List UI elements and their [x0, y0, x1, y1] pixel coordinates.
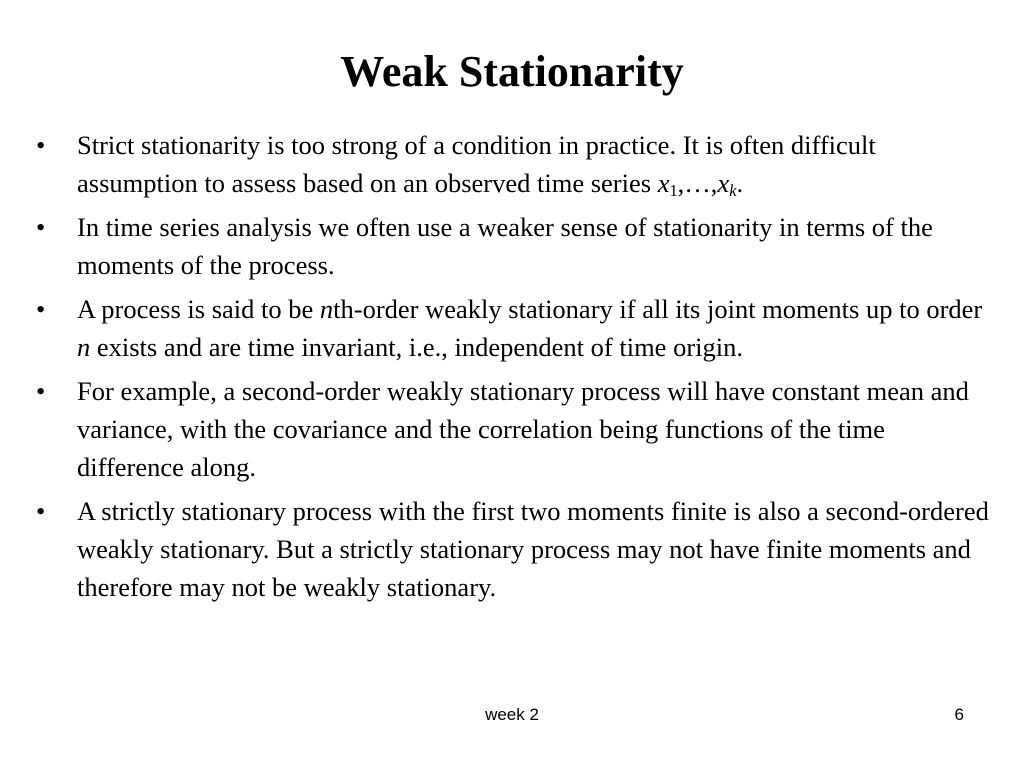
bullet-3-text-b: th-order weakly stationary if all its joint moments up to order: [333, 294, 983, 324]
bullet-item-5: [36, 492, 996, 606]
math-xk: x: [717, 168, 730, 198]
bullet-4-text: For example, a second-order weakly stationary process will have constant mean and variance, with the covariance and the correlation being functions of the time difference along.: [77, 376, 969, 482]
slide-title: Weak Stationarity: [340, 47, 684, 96]
bullet-icon: •: [36, 212, 46, 242]
bullet-item-4: [36, 372, 996, 486]
bullet-item-1: [36, 126, 996, 202]
bullet-3-text-c: exists and are time invariant, i.e., independent of time origin.: [90, 332, 743, 362]
subscript-k: k: [729, 181, 737, 201]
bullet-list: [36, 126, 996, 612]
subscript-1: 1: [669, 181, 678, 201]
bullet-3-text-a: A process is said to be: [77, 294, 320, 324]
bullet-5-text: A strictly stationary process with the first two moments finite is also a second-ordered weakly stationary. But a strictly stationary process may not have finite moments and therefore may not be weakly stationary.: [77, 496, 989, 602]
bullet-icon: •: [36, 496, 46, 526]
page-number: 6: [954, 705, 964, 724]
bullet-2-text: In time series analysis we often use a weaker sense of stationarity in terms of the moments of the process.: [77, 212, 933, 280]
bullet-item-3: [36, 290, 996, 366]
math-n: n: [319, 294, 334, 324]
bullet-1-end: .: [736, 168, 744, 198]
math-n: n: [77, 332, 91, 362]
bullet-icon: •: [36, 294, 46, 324]
bullet-item-2: [36, 208, 996, 284]
bullet-1-text: Strict stationarity is too strong of a condition in practice. It is often difficult assumption to assess based on an observed time series: [77, 130, 876, 198]
footer-week-label: week 2: [485, 705, 539, 724]
ellipsis-separator: ,…,: [677, 168, 718, 198]
math-x1: x: [657, 168, 670, 198]
bullet-icon: •: [36, 130, 46, 160]
bullet-icon: •: [36, 376, 46, 406]
